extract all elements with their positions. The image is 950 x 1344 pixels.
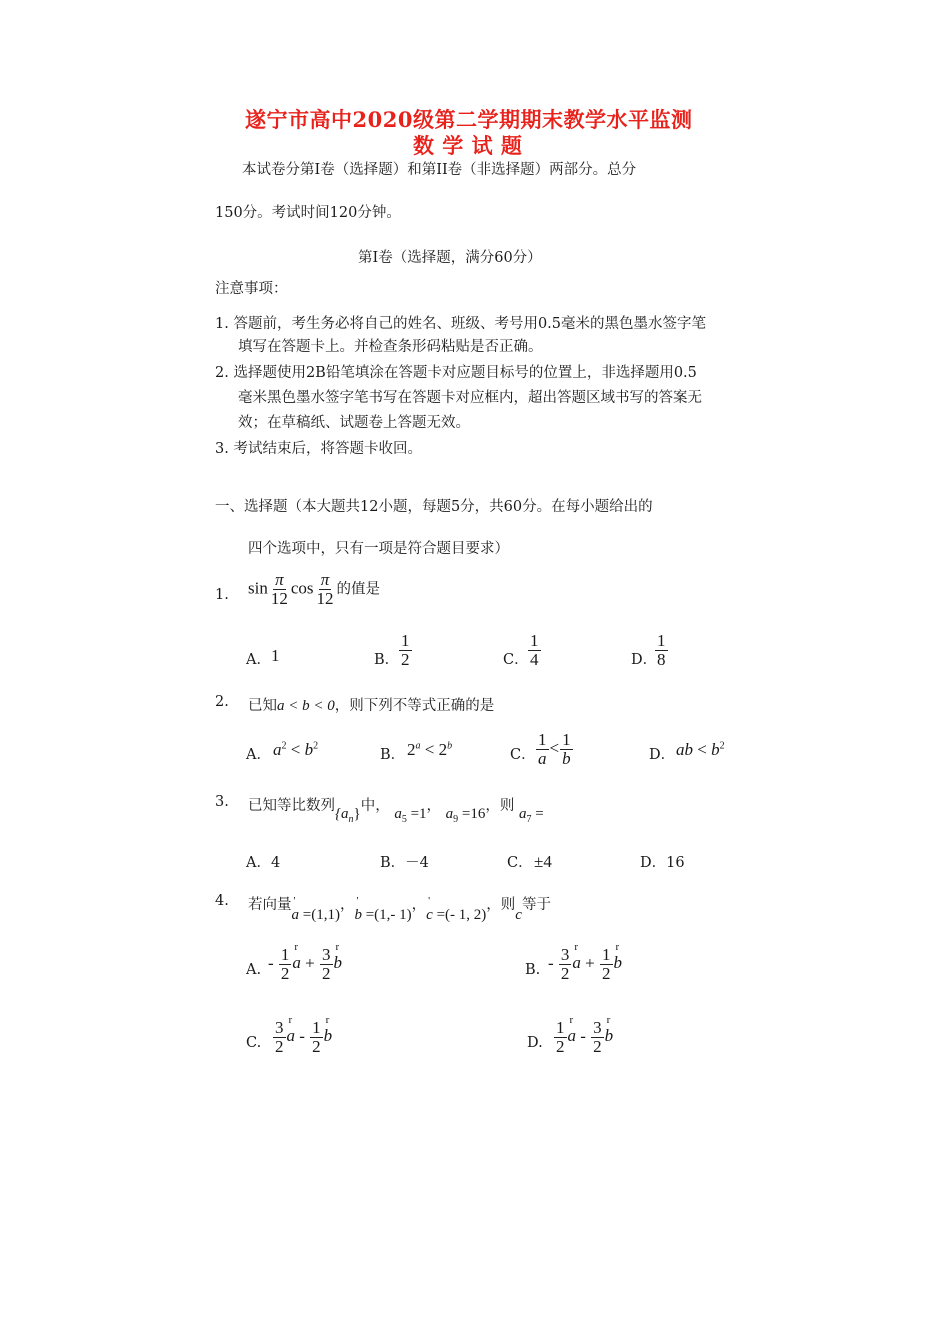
q2-option-b-value: $2^a < 2^b$ xyxy=(407,740,453,759)
q3-option-d: D．16 xyxy=(640,855,685,871)
notice-2c: 效；在草稿纸、试题卷上答题无效。 xyxy=(238,415,470,431)
q2-option-c-label: C． xyxy=(510,747,536,763)
q1-option-a-value: 1 xyxy=(271,646,280,665)
q1-option-b-label: B． xyxy=(374,652,400,668)
q4-option-a-label: A. xyxy=(246,962,262,978)
part1-heading-a: 一、选择题（本大题共12小题，每题5分，共60分。在每小题给出的 xyxy=(215,499,653,515)
q1-option-b-value: $\frac{1}{2}$ xyxy=(401,631,410,669)
intro-line-1: 本试卷分第Ⅰ卷（选择题）和第II卷（非选择题）两部分。总分 xyxy=(242,162,637,178)
part1-heading-b: 四个选项中，只有一项是符合题目要求） xyxy=(248,541,509,557)
q4-number: 4. xyxy=(215,893,229,909)
q1-option-d-label: D． xyxy=(631,652,658,668)
q3-stem: 已知等比数列$\{a_n\}$中， $a_5 =1$， $a_9 =16$，则 $a_7$ = xyxy=(248,798,544,825)
q4-option-a-value: - $\frac{1}{2}$ a r + $\frac{3}{2}$ b r xyxy=(268,941,343,983)
q3-option-c-value: ±4 xyxy=(534,852,552,871)
q1-number: 1. xyxy=(215,587,229,603)
section-heading: 第Ⅰ卷（选择题，满分60分） xyxy=(358,250,542,266)
notice-3: 3. 考试结束后，将答题卡收回。 xyxy=(215,441,422,457)
notice-2b: 毫米黑色墨水签字笔书写在答题卡对应框内，超出答题区域书写的答案无 xyxy=(238,390,702,406)
q3-option-a: A．4 xyxy=(246,855,281,871)
notice-1b: 填写在答题卡上。并检查条形码粘贴是否正确。 xyxy=(238,339,543,355)
notice-2a: 2. 选择题使用2B铅笔填涂在答题卡对应题目标号的位置上，非选择题用0.5 xyxy=(215,365,697,381)
q4-option-c-value: $\frac{3}{2}$ a r - $\frac{1}{2}$ b r xyxy=(275,1014,333,1056)
q2-option-d-value: ab < $b^2$ xyxy=(676,740,725,759)
q2-option-d-label: D． xyxy=(649,747,676,763)
q2-option-a-value: $a^2 < b^2$ xyxy=(273,740,319,759)
q3-number: 3. xyxy=(215,794,229,810)
page-subtitle: 数 学 试 题 xyxy=(413,133,523,158)
intro-line-2: 150分。考试时间120分钟。 xyxy=(215,205,401,221)
q1-option-d-value: $\frac{1}{8}$ xyxy=(657,631,666,669)
notice-title: 注意事项： xyxy=(215,281,288,297)
notice-1a: 1. 答题前，考生务必将自己的姓名、班级、考号用0.5毫米的黑色墨水签字笔 xyxy=(215,316,707,332)
q3-option-b: B．－4 xyxy=(380,855,429,871)
q4-option-c-label: C. xyxy=(246,1035,262,1051)
q1-option-a-label: A． xyxy=(246,652,271,668)
q1-option-c-label: C． xyxy=(503,652,529,668)
q1-expression: sin $\frac{\pi}{12}$ cos $\frac{\pi}{12}$ 的值是 xyxy=(248,570,381,608)
q2-stem: 已知a < b < 0，则下列不等式正确的是 xyxy=(248,698,495,714)
q4-option-d-label: D. xyxy=(527,1035,543,1051)
q4-stem: 若向量a ' =(1,1)，b ' =(1,- 1)，c ' =(- 1, 2)，则c等于 xyxy=(248,895,551,923)
q4-option-b-label: B. xyxy=(525,962,541,978)
q1-option-c-value: $\frac{1}{4}$ xyxy=(530,631,539,669)
q2-option-b-label: B． xyxy=(380,747,406,763)
q4-option-d-value: $\frac{1}{2}$ a r - $\frac{3}{2}$ b r xyxy=(556,1014,614,1056)
q4-option-b-value: - $\frac{3}{2}$ a r + $\frac{1}{2}$ b r xyxy=(548,941,623,983)
page-title: 遂宁市高中2020级第二学期期末教学水平监测 xyxy=(245,107,693,132)
q2-option-c-value: $\frac{1}{a}$ < $\frac{1}{b}$ xyxy=(538,730,571,768)
q2-number: 2. xyxy=(215,694,229,710)
q2-option-a-label: A． xyxy=(246,747,271,763)
q3-option-c-label: C． xyxy=(507,855,533,871)
